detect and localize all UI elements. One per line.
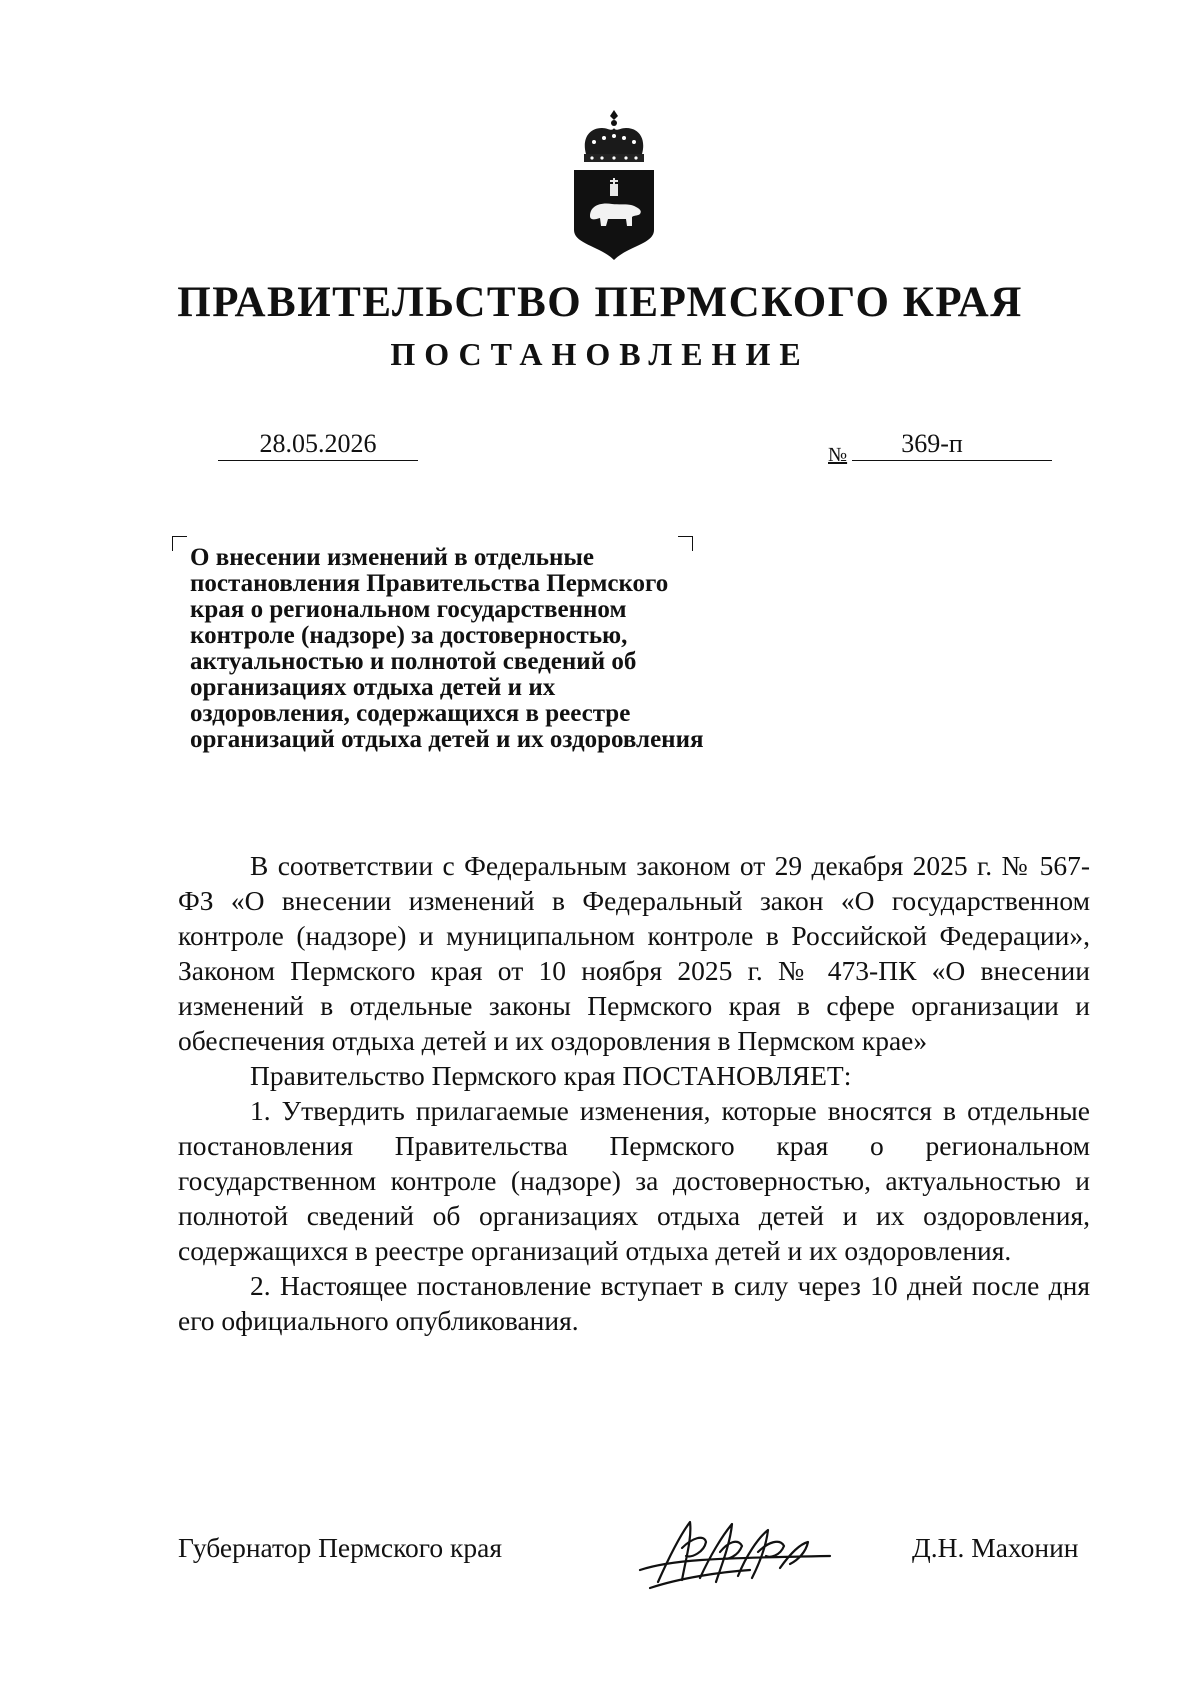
organization-title: ПРАВИТЕЛЬСТВО ПЕРМСКОГО КРАЯ <box>177 279 1023 326</box>
signatory-name: Д.Н. Махонин <box>912 1532 1079 1563</box>
preamble-paragraph: В соответствии с Федеральным законом от 29 декабря 2025 г. № 567-ФЗ «О внесении изменений в Федеральный закон «О государственном контроле (надзоре) и муниципальном контроле в Российской Федерации», Законом Пермского края от 10 ноября 2025 г. № 473-ПК «О внесении изменений в отдельные законы Пермского края в сфере организации и обеспечения отдыха детей и их оздоровления в Пермском крае» <box>178 850 1090 1056</box>
document-type: ПОСТАНОВЛЕНИЕ <box>390 336 810 372</box>
document-number-field <box>852 428 1052 461</box>
item-paragraph-1: 1. Утвердить прилагаемые изменения, которые вносятся в отдельные постановления Правительства Пермского края о региональном государственном контроле (надзоре) за достоверностью, актуальностью и полнотой сведений об организациях отдыха детей и их оздоровления, содержащихся в реестре организаций отдыха детей и их оздоровления. <box>178 1095 1090 1266</box>
document-date: 28.05.2026 <box>218 428 418 461</box>
item-paragraph-2: 2. Настоящее постановление вступает в силу через 10 дней после дня его официального опубликования. <box>178 1270 1090 1336</box>
document-subject: О внесении изменений в отдельные постановления Правительства Пермского края о региональном государственном контроле (надзоре) за достоверностью, актуальностью и полнотой сведений об организациях отдыха детей и их оздоровления, содержащихся в реестре организаций отдыха детей и их оздоровления <box>190 544 704 753</box>
resolves-paragraph: Правительство Пермского края ПОСТАНОВЛЯЕТ: <box>250 1060 852 1091</box>
document-number: 369-п <box>901 429 963 458</box>
document-body <box>178 848 1090 1338</box>
signatory-position: Губернатор Пермского края <box>178 1532 502 1563</box>
handwritten-signature-icon <box>630 1508 850 1594</box>
number-sign: № <box>828 444 848 466</box>
subject-corner-left <box>172 536 187 551</box>
perm-krai-coat-of-arms-icon <box>568 108 660 260</box>
